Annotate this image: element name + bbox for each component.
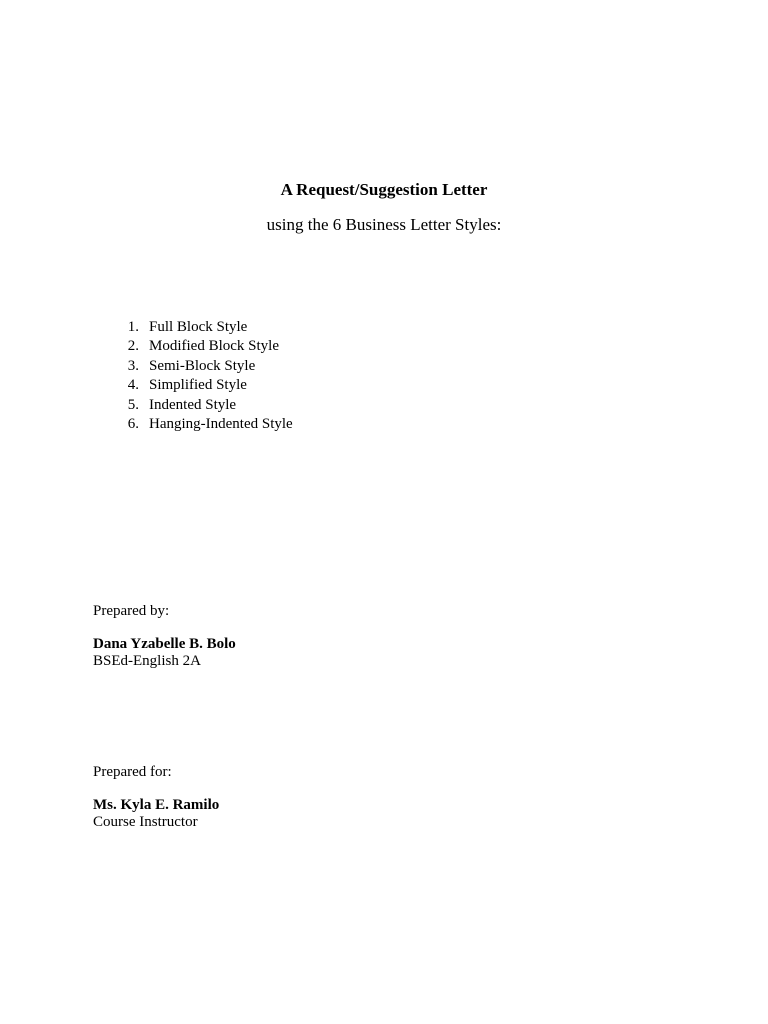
list-item [110,357,293,376]
letter-styles-list [110,318,293,434]
list-item-number: 3. [127,357,139,374]
list-item-label: Full Block Style [149,319,248,335]
list-item [110,415,293,434]
list-item-label: Semi-Block Style [149,357,256,374]
prepared-by-role: BSEd-English 2A [93,653,201,669]
list-item-number: 2. [127,338,139,355]
prepared-for-name: Ms. Kyla E. Ramilo [93,797,220,813]
list-item [110,337,293,356]
list-item [110,376,293,395]
prepared-by-label: Prepared by: [93,603,170,619]
prepared-for-label: Prepared for: [93,764,172,780]
list-item-number: 4. [127,377,139,394]
list-item-label: Modified Block Style [149,338,279,355]
prepared-by-name: Dana Yzabelle B. Bolo [93,636,236,652]
list-item [110,318,293,337]
list-item-label: Indented Style [149,396,237,413]
list-item-label: Simplified Style [149,377,247,394]
list-item-label: Hanging-Indented Style [149,416,293,433]
document-title: A Request/Suggestion Letter [280,180,488,199]
document-subtitle: using the 6 Business Letter Styles: [266,215,502,234]
list-item-number: 6. [127,416,139,433]
prepared-by-section [93,603,236,670]
list-item [110,396,293,415]
list-item-number: 5. [127,396,139,413]
list-item-number: 1. [127,319,139,335]
prepared-for-section [93,764,219,831]
prepared-for-role: Course Instructor [93,814,198,830]
